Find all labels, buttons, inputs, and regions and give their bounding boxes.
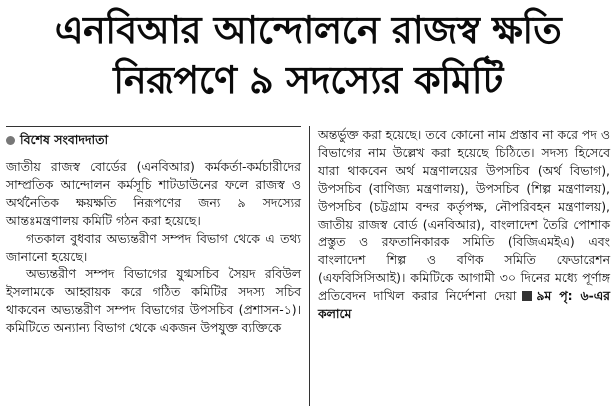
headline-line-1: এনবিআর আন্দোলনে রাজস্ব ক্ষতি xyxy=(54,8,562,52)
newspaper-clipping xyxy=(0,8,616,411)
jump-reference: ৯ম পৃ: ৬-এর কলামে xyxy=(318,288,610,322)
paragraph-1: জাতীয় রাজস্ব বোর্ডের (এনবিআর) কর্মকর্তা-কর্মচারীদের সাম্প্রতিক আন্দোলন কর্মসূচি শাটডাউনের ফলে রাজস্ব ও অর্থনৈতিক ক্ষয়ক্ষতি নিরূপণের জন্য ৯ সদস্যের আন্তঃমন্ত্রণালয় কমিটি গঠন করা হয়েছে। xyxy=(6,159,301,228)
byline-text: বিশেষ সংবাদদাতা xyxy=(20,132,109,148)
headline-line-2: নিরূপণে ৯ সদস্যের কমিটি xyxy=(113,58,503,102)
bullet-icon xyxy=(6,136,15,145)
square-bullet-icon xyxy=(522,291,532,301)
paragraph-2: গতকাল বুধবার অভ্যন্তরীণ সম্পদ বিভাগ থেকে এ তথ্য জানানো হয়েছে। xyxy=(6,230,301,264)
paragraph-3: অভ্যন্তরীণ সম্পদ বিভাগের যুগ্মসচিব সৈয়দ রবিউল ইসলামকে আহ্বায়ক করে গঠিত কমিটির সদস্য সচিব থাকবেন অভ্যন্তরীণ সম্পদ বিভাগের উপসচিব (প্রশাসন-১)। কমিটিতে অন্যান্য বিভাগ থেকে একজন উপযুক্ত ব্যক্তিকে xyxy=(6,266,301,336)
byline xyxy=(6,126,301,148)
left-column xyxy=(6,126,310,406)
right-column xyxy=(310,126,610,406)
continued-text: অন্তর্ভুক্ত করা হয়েছে। তবে কোনো নাম প্রস্তাব না করে পদ ও বিভাগের নাম উল্লেখ করা হয়েছে চিঠিতে। সদস্য হিসেবে যারা থাকবেন অর্থ মন্ত্রণালয়ের উপসচিব (অর্থ বিভাগ), উপসচিব (বাণিজ্য মন্ত্রণালয়), উপসচিব (শিল্প মন্ত্রণালয়), উপসচিব (চট্টগ্রাম বন্দর কর্তৃপক্ষ, নৌপরিবহন মন্ত্রণালয়), জাতীয় রাজস্ব বোর্ড (এনবিআর), বাংলাদেশ তৈরি পোশাক প্রস্তুত ও রফতানিকারক সমিতি (বিজিএমইএ) এবং বাংলাদেশ শিল্প ও বণিক সমিতি ফেডারেশন (এফবিসিসিআই)। কমিটিকে আগামী ৩০ দিনের মধ্যে পূর্ণাঙ্গ প্রতিবেদন দাখিল করার নির্দেশনা দেয়া xyxy=(318,127,610,304)
paragraph-continued xyxy=(318,126,610,323)
article-body xyxy=(6,126,610,406)
